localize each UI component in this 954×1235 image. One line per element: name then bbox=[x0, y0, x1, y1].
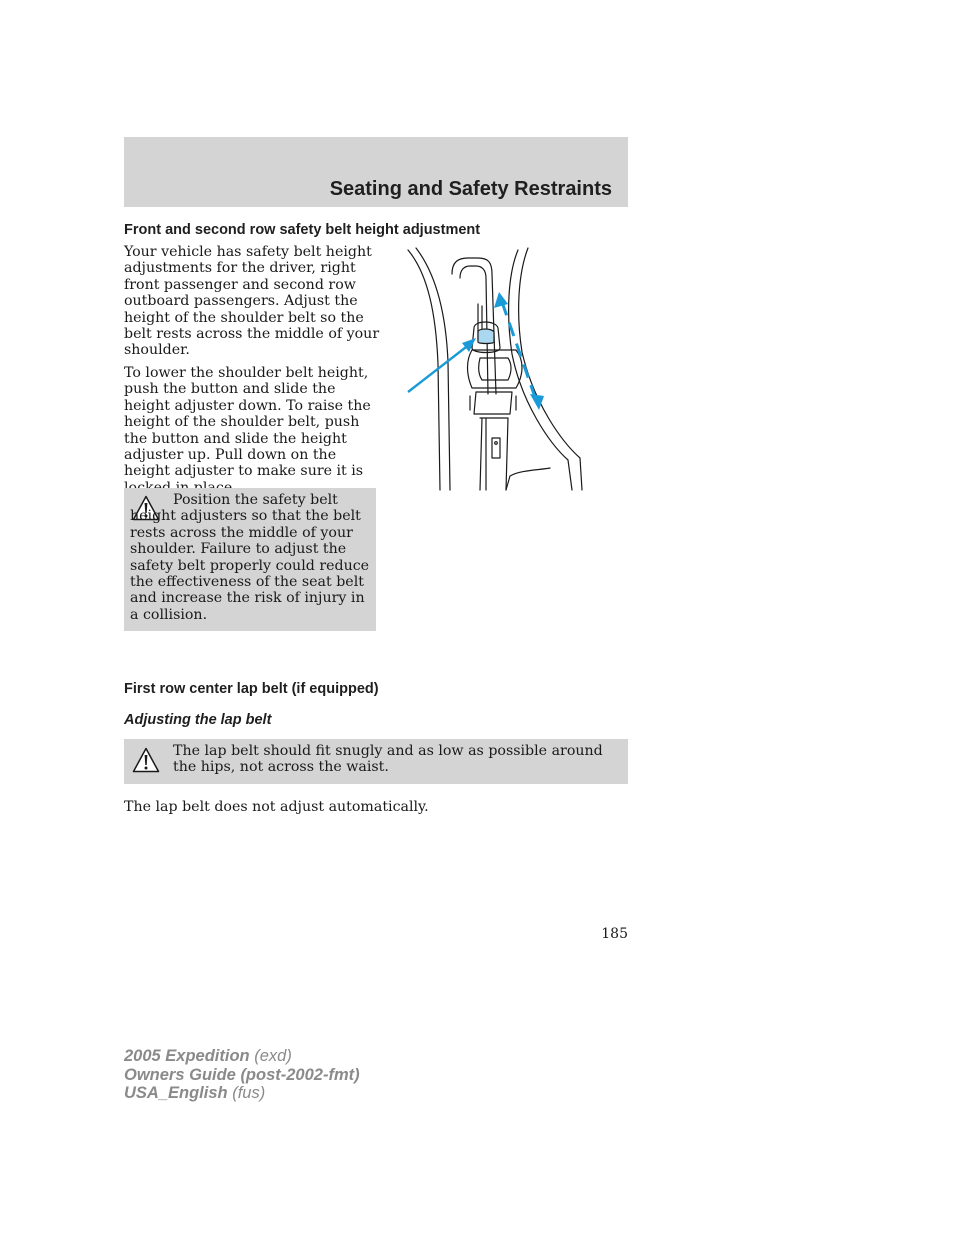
paragraph-height-adjustment-intro: Your vehicle has safety belt height adjustments for the driver, right front passenger and second row outboard passengers. Adjust the height of the shoulder belt so the belt rests across the middle of your shoulder. bbox=[124, 244, 380, 359]
paragraph-height-adjustment-instructions: To lower the shoulder belt height, push the button and slide the height adjuster down. To raise the height of the shoulder belt, push the button and slide the height adjuster up. Pull down on the height adjuster to make sure it is bbox=[124, 365, 371, 480]
subheading-adjusting-lap-belt: Adjusting the lap belt bbox=[124, 712, 272, 728]
footer-line-3 bbox=[124, 1084, 360, 1103]
section-heading-center-lap-belt: First row center lap belt (if equipped) bbox=[124, 681, 379, 697]
belt-height-adjuster-illustration bbox=[400, 244, 586, 494]
warning-box-lap-belt bbox=[124, 739, 628, 784]
warning-text-lap-belt: The lap belt should fit snugly and as low as possible around the hips, not across the waist. bbox=[173, 743, 603, 776]
section-heading-height-adjustment: Front and second row safety belt height adjustment bbox=[124, 222, 481, 238]
section-header-band bbox=[124, 137, 628, 207]
footer-language: USA_English bbox=[124, 1084, 228, 1102]
document-footer bbox=[124, 1047, 360, 1103]
footer-line-2 bbox=[124, 1066, 360, 1085]
page-number: 185 bbox=[601, 926, 628, 942]
footer-model-code: (exd) bbox=[254, 1047, 292, 1065]
footer-model: 2005 Expedition bbox=[124, 1047, 250, 1065]
warning-box-height-adjusters bbox=[124, 488, 376, 631]
footer-language-code: (fus) bbox=[232, 1084, 266, 1102]
warning-text-height-adjusters: Position the safety belt height adjusters so that the belt rests across the middle of your shoulder. Failure to adjust the safety belt properly could reduce the effectiveness of the seat belt and increase the risk of injury in a collision. bbox=[130, 492, 370, 623]
footer-guide: Owners Guide (post-2002-fmt) bbox=[124, 1065, 360, 1084]
paragraph-lap-belt-note: The lap belt does not adjust automatically. bbox=[124, 799, 429, 815]
page-title: Seating and Safety Restraints bbox=[329, 178, 612, 200]
warning-triangle-icon bbox=[132, 747, 160, 773]
footer-line-1 bbox=[124, 1047, 360, 1066]
